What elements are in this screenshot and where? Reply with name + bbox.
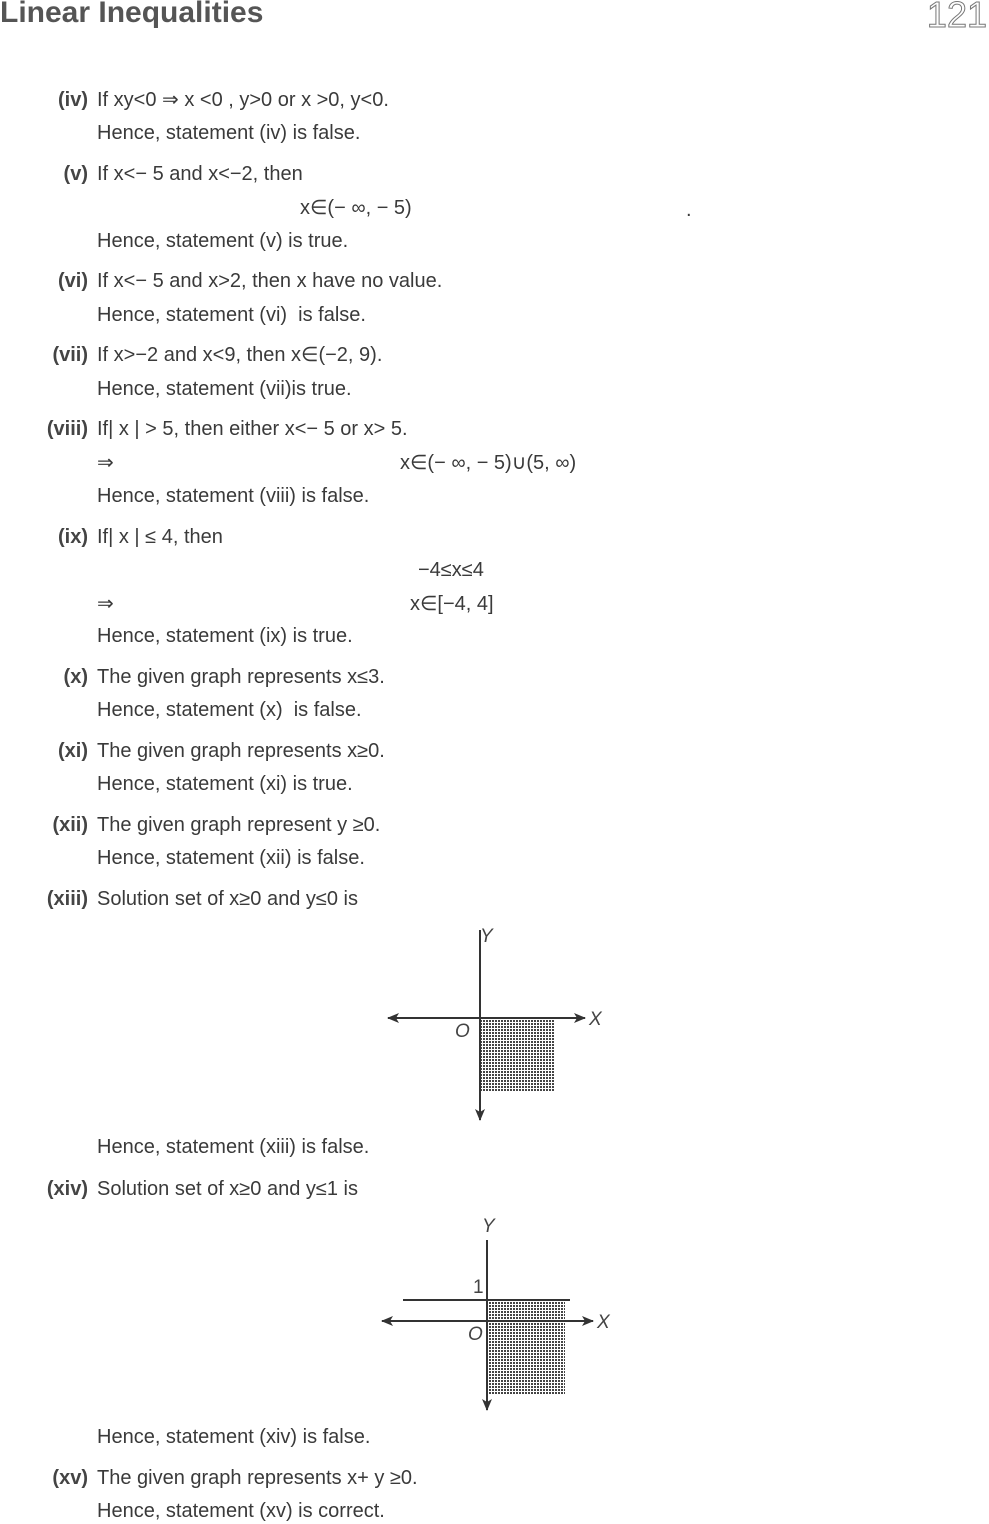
x-axis-label: X <box>589 1009 602 1030</box>
statement-text: Solution set of x≥0 and y≤1 is <box>97 1178 358 1200</box>
statement-text: If x<− 5 and x>2, then x have no value. <box>97 270 443 292</box>
item-label: (ix) <box>58 526 88 548</box>
y-axis-label: Y <box>480 926 493 947</box>
conclusion-text: Hence, statement (xiv) is false. <box>97 1426 371 1448</box>
chapter-title: Linear Inequalities <box>0 0 264 29</box>
conclusion-text: Hence, statement (viii) is false. <box>97 485 370 507</box>
item-label: (viii) <box>46 418 88 440</box>
statement-text: The given graph represents x≤3. <box>97 666 385 688</box>
conclusion-text: Hence, statement (vii)is true. <box>97 378 352 400</box>
math-expression: −4≤x≤4 <box>418 559 484 581</box>
statement-text: If x>−2 and x<9, then x∈(−2, 9). <box>97 344 383 366</box>
x-axis-label: X <box>597 1312 610 1333</box>
tick-label-1: 1 <box>473 1277 484 1298</box>
statement-text: The given graph represent y ≥0. <box>97 814 381 836</box>
item-label: (xiii) <box>46 888 88 910</box>
conclusion-text: Hence, statement (x) is false. <box>97 699 362 721</box>
math-expression: x∈(− ∞, − 5)∪(5, ∞) <box>400 452 577 474</box>
statement-text: The given graph represents x+ y ≥0. <box>97 1467 418 1489</box>
item-label: (x) <box>63 666 88 688</box>
origin-label: O <box>455 1021 470 1042</box>
item-label: (v) <box>63 163 88 185</box>
statement-text: If| x | ≤ 4, then <box>97 526 223 548</box>
statement-text: If x<− 5 and x<−2, then <box>97 163 303 185</box>
implies-symbol: ⇒ <box>97 593 114 615</box>
statement-text: The given graph represents x≥0. <box>97 740 385 762</box>
y-axis-label: Y <box>482 1216 495 1237</box>
statement-text: If| x | > 5, then either x<− 5 or x> 5. <box>97 418 408 440</box>
item-label: (xv) <box>52 1467 88 1489</box>
graph-xiv <box>382 1216 611 1410</box>
item-label: (xi) <box>58 740 88 762</box>
item-label: (xiv) <box>46 1178 88 1200</box>
statement-text: If xy<0 ⇒ x <0 , y>0 or x >0, y<0. <box>97 89 389 111</box>
shaded-region <box>487 1300 565 1395</box>
conclusion-text: Hence, statement (vi) is false. <box>97 304 366 326</box>
page-number: 121 <box>926 0 987 35</box>
item-label: (vi) <box>58 270 88 292</box>
item-label: (vii) <box>52 344 88 366</box>
conclusion-text: Hence, statement (iv) is false. <box>97 122 361 144</box>
conclusion-text: Hence, statement (ix) is true. <box>97 625 353 647</box>
conclusion-text: Hence, statement (v) is true. <box>97 230 349 252</box>
math-expression: x∈(− ∞, − 5) <box>300 197 412 219</box>
item-label: (xii) <box>52 814 88 836</box>
conclusion-text: Hence, statement (xv) is correct. <box>97 1500 385 1522</box>
item-label: (iv) <box>58 89 88 111</box>
graph-xiii <box>388 926 603 1120</box>
statement-text: Solution set of x≥0 and y≤0 is <box>97 888 358 910</box>
conclusion-text: Hence, statement (xii) is false. <box>97 847 365 869</box>
implies-symbol: ⇒ <box>97 452 114 474</box>
conclusion-text: Hence, statement (xiii) is false. <box>97 1136 370 1158</box>
math-expression: x∈[−4, 4] <box>410 593 494 615</box>
origin-label: O <box>468 1324 483 1345</box>
conclusion-text: Hence, statement (xi) is true. <box>97 773 353 795</box>
shaded-region <box>480 1018 554 1092</box>
stray-dot: . <box>686 199 692 221</box>
